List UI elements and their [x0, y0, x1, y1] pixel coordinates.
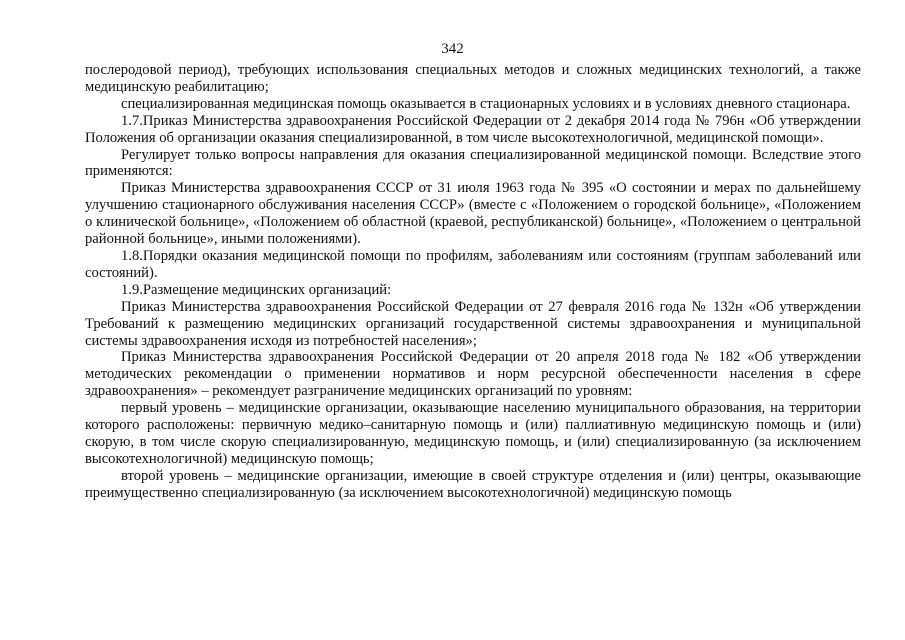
paragraph-first-level: первый уровень – медицинские организации, оказывающие населению муниципального образования, на территории которого расположены: первичную медико–санитарную помощь и (или) паллиативную медицинскую помощь и (или) скорую, в том числе скорую специализированную, медицинскую помощь, и (или) специализированную (за исключением высокотехнологичной) медицинскую помощь; — [85, 400, 861, 467]
paragraph-ussr-order: Приказ Министерства здравоохранения СССР от 31 июля 1963 года № 395 «О состоянии и мерах по дальнейшему улучшению стационарного обслуживания населения СССР» (вместе с «Положением о городской больнице», «Положением о клинической больнице», «Положением об областной (краевой, республиканской) больнице», «Положением о центральной районной больнице», иными положениями). — [85, 180, 861, 248]
page-number: 342 — [441, 41, 464, 57]
paragraph-1-7: 1.7.Приказ Министерства здравоохранения Российской Федерации от 2 декабря 2014 года № 796н «Об утверждении Положения об организации оказания специализированной, в том числе высокотехнологичной, медицинской помощи». — [85, 112, 861, 146]
paragraph-continuation: послеродовой период), требующих использования специальных методов и сложных медицинских технологий, а также медицинскую реабилитацию; — [85, 62, 861, 95]
paragraph-order-182: Приказ Министерства здравоохранения Российской Федерации от 20 апреля 2018 года № 182 «Об утверждении методических рекомендации о применении нормативов и норм ресурсной обеспеченности населения в сфере здравоохранения» – рекомендует разграничение медицинских организаций по уровням: — [85, 349, 861, 400]
paragraph-1-8: 1.8.Порядки оказания медицинской помощи по профилям, заболеваниям или состояниям (группам заболеваний или состояний). — [85, 247, 861, 281]
paragraph-1-9: 1.9.Размещение медицинских организаций: — [121, 281, 392, 298]
document-body — [85, 62, 861, 502]
paragraph-second-level: второй уровень – медицинские организации, имеющие в своей структуре отделения и (или) центры, оказывающие преимущественно специализированную (за исключением высокотехнологичной) медицинскую помощь — [85, 467, 861, 501]
paragraph-order-132n: Приказ Министерства здравоохранения Российской Федерации от 27 февраля 2016 года № 132н «Об утверждении Требований к размещению медицинских организаций государственной системы здравоохранения и муниципальной системы здравоохранения исходя из потребностей населения»; — [85, 298, 861, 349]
paragraph-specialized-care: специализированная медицинская помощь оказывается в стационарных условиях и в условиях дневного стационара. — [121, 95, 851, 112]
paragraph-regulates: Регулирует только вопросы направления для оказания специализированной медицинской помощи. Вследствие этого применяются: — [85, 146, 861, 180]
